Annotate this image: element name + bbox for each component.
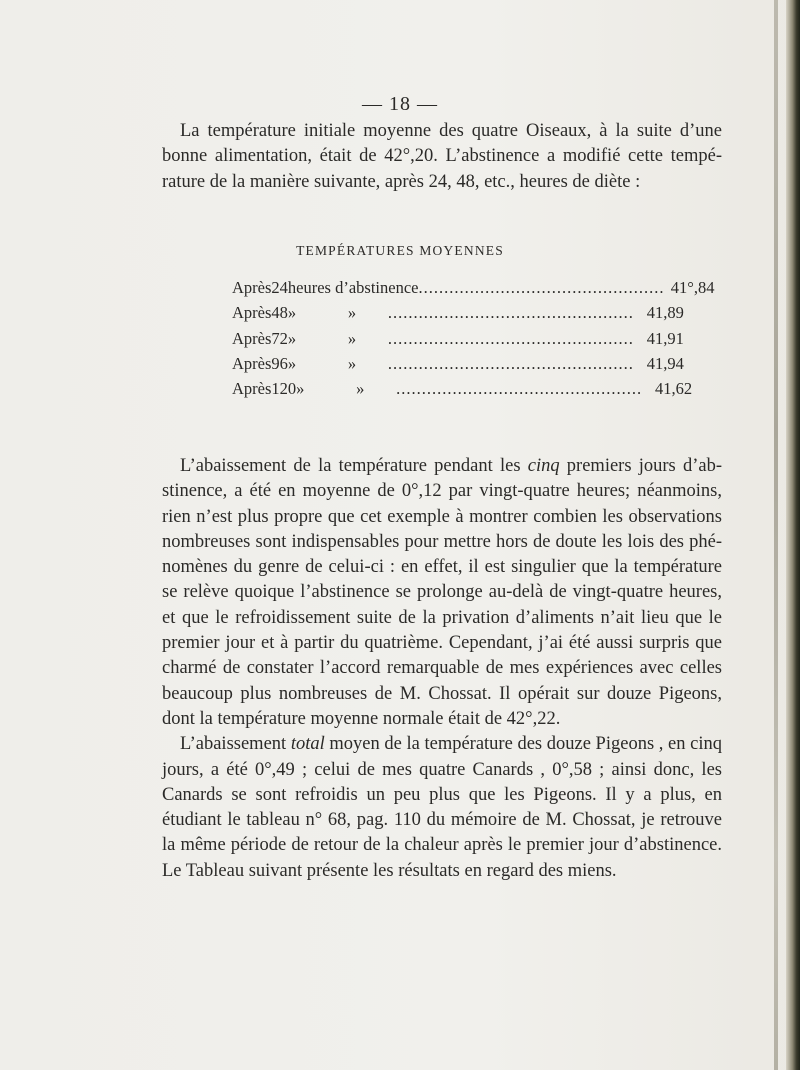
table-title: TEMPÉRATURES MOYENNES: [296, 243, 504, 258]
ditto-mark: »: [287, 328, 297, 348]
ditto-mark: »: [347, 303, 357, 323]
row-prefix: Après: [232, 303, 272, 323]
row-hours: 96: [271, 353, 288, 373]
emphasis-cinq: cinq: [527, 456, 560, 476]
table-row: [232, 275, 715, 300]
paragraph-3-start: L’abaissement: [180, 734, 291, 755]
paragraph-3-rest: moyen de la température des douze Pigeons , en cinq jours, a été 0°,49 ; celui de mes quatre Canards , 0°,58 ; ainsi donc, les Canards se sont refroidis un peu plus que les Pigeons. Il y a plus, en étudiant le tableau n° 68, pag. 110 du mémoire de M. Chossat, je retrouve la même période de retour de la chaleur après le premier jour d’abstinence. Le Tableau suivant présente les résultats en regard des miens.: [162, 734, 723, 881]
paragraph-2-start: L’abaissement de la température pendant les: [180, 456, 528, 476]
page-number: — 18 —: [362, 93, 438, 115]
ditto-mark: »: [296, 379, 305, 399]
row-label: heures d’abstinence: [287, 278, 419, 297]
temperature-table: [232, 275, 715, 401]
leader-dots: [388, 326, 634, 351]
ditto-mark: »: [356, 379, 365, 399]
emphasis-total: total: [290, 734, 325, 755]
leader-dots: [418, 275, 664, 300]
table-row: [232, 351, 684, 376]
leader-dots: [388, 351, 634, 376]
row-value: 41,89: [646, 303, 684, 323]
table-row: [232, 300, 684, 325]
row-value: 41,91: [646, 328, 684, 348]
paragraph-3: [162, 732, 722, 884]
leader-dots: [396, 376, 642, 401]
ditto-mark: »: [287, 353, 297, 373]
row-prefix: Après: [232, 328, 272, 348]
paragraph-1: La température initiale moyenne des quatre Oiseaux, à la suite d’une bonne alimentation, était de 42°,20. L’abstinence a modifié cette tempé- rature de la manière suivante, après 24, 48, etc., heures de diète :: [162, 121, 722, 192]
row-value: 41°,84: [670, 278, 715, 297]
ditto-mark: »: [347, 328, 357, 348]
leader-dots: [388, 300, 634, 325]
row-value: 41,62: [655, 379, 693, 399]
paragraph-2-rest: premiers jours d’ab- stinence, a été en moyenne de 0°,12 par vingt-quatre heures; néanmoins, rien n’est plus propre que cet exemple à montrer combien les observations nombreuses sont indispensables pour mettre hors de doute les lois des phé- nomènes du genre de celui-ci : en effet, il est singulier que la température se relève quoique l’abstinence se prolonge au-delà de vingt-quatre heures, et que le refroidissement suite de la privation d’aliments n’ait lieu que le premier jour et à partir du quatrième. Cependant, j’ai été aussi surpris que charmé de constater l’accord remarquable de mes expériences avec celles beaucoup plus nombreuses de M. Chossat. Il opérait sur douze Pigeons, dont la température moyenne normale était de 42°,22.: [162, 456, 722, 729]
table-row: [232, 326, 684, 351]
row-hours: 72: [271, 328, 288, 348]
ditto-mark: »: [287, 303, 297, 323]
row-value: 41,94: [646, 353, 684, 373]
row-prefix: Après: [232, 379, 272, 399]
intro-paragraph: [162, 119, 722, 195]
body-text: [162, 454, 722, 884]
page-edge: [786, 0, 800, 1070]
paragraph-2: [162, 454, 722, 732]
ditto-mark: »: [347, 353, 357, 373]
row-hours: 24: [271, 278, 288, 297]
row-hours: 120: [271, 379, 297, 399]
row-prefix: Après: [232, 278, 272, 297]
row-prefix: Après: [232, 353, 272, 373]
table-row: [232, 376, 693, 401]
page-binding-shadow: [774, 0, 778, 1070]
row-hours: 48: [271, 303, 288, 323]
